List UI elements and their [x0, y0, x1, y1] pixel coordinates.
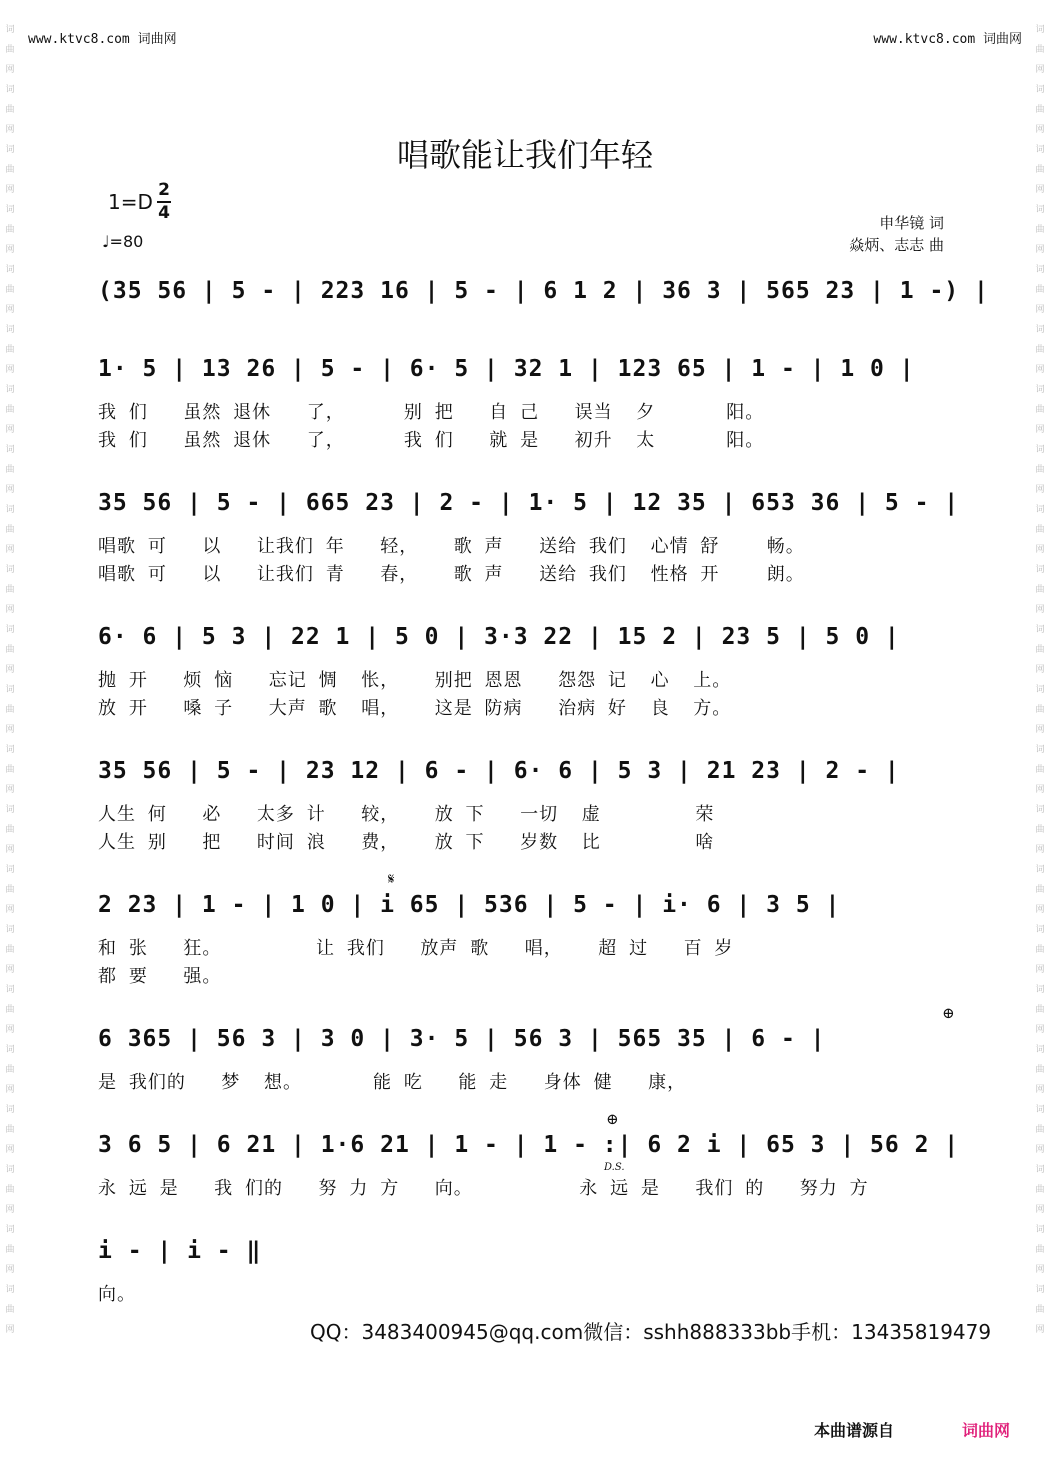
score-line-5: 2 23 | 1 - | 1 0 | i 65 | 536 | 5 - | i· 6 | 3 5 | [98, 892, 841, 918]
time-numerator: 2 [157, 180, 171, 203]
source-label: 本曲谱源自 [814, 1421, 895, 1440]
time-denominator: 4 [158, 203, 170, 223]
side-watermark-left: 词曲网词曲网词曲网词曲网词曲网词曲网词曲网词曲网词曲网词曲网词曲网词曲网词曲网词曲网词曲网词曲网词曲网词曲网词曲网词曲网词曲网词曲网 [5, 25, 15, 1335]
lyric-line-6-verse-1: 是 我们的 梦 想。 能 吃 能 走 身体 健 康， [98, 1072, 687, 1093]
lyric-line-1-verse-1: 我 们 虽然 退休 了， 别 把 自 己 误当 夕 阳。 [98, 402, 765, 423]
score-line-1: 1· 5 | 13 26 | 5 - | 6· 5 | 32 1 | 123 65 | 1 - | 1 0 | [98, 356, 915, 382]
lyric-line-2-verse-1: 唱歌 可 以 让我们 年 轻， 歌 声 送给 我们 心情 舒 畅。 [98, 536, 805, 557]
segno-mark: 𝄋 [388, 870, 395, 888]
lyric-line-5-verse-1: 和 张 狂。 让 我们 放声 歌 唱， 超 过 百 岁 [98, 938, 734, 959]
score-line-8: i - | i - ‖ [98, 1238, 262, 1264]
source-site: 词曲网 [962, 1421, 1011, 1440]
site-url-left: www.ktvc8.com 词曲网 [28, 32, 177, 47]
lyric-line-3-verse-2: 放 开 嗓 子 大声 歌 唱， 这是 防病 治病 好 良 方。 [98, 698, 732, 719]
key-signature: 1=D [108, 190, 153, 214]
lyric-line-4-verse-2: 人生 别 把 时间 浪 费， 放 下 岁数 比 啥 [98, 832, 715, 853]
composer-credit: 焱炳、志志 曲 [849, 236, 944, 254]
time-signature [157, 180, 171, 224]
score-intro: (35 56 | 5 - | 223 16 | 5 - | 6 1 2 | 36 3 | 565 23 | 1 -) | [98, 278, 989, 304]
coda-mark-2: ⊕ [606, 1110, 619, 1128]
song-title: 唱歌能让我们年轻 [396, 136, 653, 174]
score-line-6: 6 365 | 56 3 | 3 0 | 3· 5 | 56 3 | 565 35 | 6 - | [98, 1026, 826, 1052]
score-line-4: 35 56 | 5 - | 23 12 | 6 - | 6· 6 | 5 3 | 21 23 | 2 - | [98, 758, 900, 784]
contact-info: QQ：3483400945@qq.com微信：sshh888333bb手机：13435819479 [310, 1320, 992, 1344]
coda-mark-1: ⊕ [942, 1004, 955, 1022]
lyric-line-1-verse-2: 我 们 虽然 退休 了， 我 们 就 是 初升 太 阳。 [98, 430, 765, 451]
score-line-2: 35 56 | 5 - | 665 23 | 2 - | 1· 5 | 12 35 | 653 36 | 5 - | [98, 490, 960, 516]
lyric-line-7-verse-1: 永 远 是 我 们的 努 力 方 向。 永 远 是 我们 的 努力 方 [98, 1178, 869, 1199]
score-line-7: 3 6 5 | 6 21 | 1·6 21 | 1 - | 1 - :| 6 2 i | 65 3 | 56 2 | [98, 1132, 960, 1158]
score-line-3: 6· 6 | 5 3 | 22 1 | 5 0 | 3·3 22 | 15 2 | 23 5 | 5 0 | [98, 624, 900, 650]
lyric-line-4-verse-1: 人生 何 必 太多 计 较， 放 下 一切 虚 荣 [98, 804, 715, 825]
lyric-line-2-verse-2: 唱歌 可 以 让我们 青 春， 歌 声 送给 我们 性格 开 朗。 [98, 564, 805, 585]
tempo-marking: ♩=80 [102, 232, 144, 251]
lyric-line-5-verse-2: 都 要 强。 [98, 966, 222, 987]
side-watermark-right: 词曲网词曲网词曲网词曲网词曲网词曲网词曲网词曲网词曲网词曲网词曲网词曲网词曲网词曲网词曲网词曲网词曲网词曲网词曲网词曲网词曲网词曲网 [1035, 25, 1045, 1335]
lyric-line-3-verse-1: 抛 开 烦 恼 忘记 惆 怅， 别把 恩恩 怨怨 记 心 上。 [98, 670, 732, 691]
ds-mark: D.S. [604, 1162, 625, 1173]
lyric-line-8-verse-1: 向。 [98, 1284, 136, 1305]
site-url-right: www.ktvc8.com 词曲网 [873, 32, 1022, 47]
lyricist-credit: 申华镜 词 [879, 214, 944, 232]
